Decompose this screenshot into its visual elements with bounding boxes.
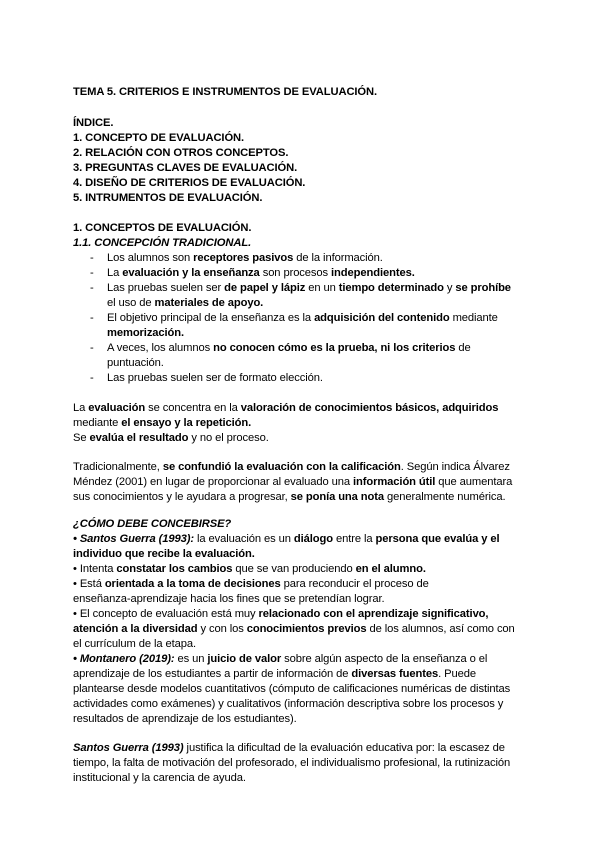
index-item: 4. DISEÑO DE CRITERIOS DE EVALUACIÓN.: [73, 177, 306, 189]
list-item: El objetivo principal de la enseñanza es la adquisición del contenido mediante: [107, 312, 498, 324]
section-heading: ¿CÓMO DEBE CONCEBIRSE?: [73, 518, 232, 530]
document-title: TEMA 5. CRITERIOS E INSTRUMENTOS DE EVALUACIÓN.: [73, 86, 378, 98]
paragraph-line: La evaluación se concentra en la valoración de conocimientos básicos, adquiridos: [73, 402, 499, 414]
list-item: Las pruebas suelen ser de papel y lápiz en un tiempo determinado y se prohíbe: [107, 282, 511, 294]
paragraph-line: Tradicionalmente, se confundió la evaluación con la calificación. Según indica Álvarez: [73, 461, 510, 473]
list-item: Los alumnos son receptores pasivos de la información.: [107, 252, 383, 264]
list-dash: -: [90, 267, 94, 279]
paragraph-line: resultados de aprendizaje de los estudiantes).: [73, 713, 297, 725]
list-item: Las pruebas suelen ser de formato elección.: [107, 372, 323, 384]
paragraph-line: • Intenta constatar los cambios que se van produciendo en el alumno.: [73, 563, 426, 575]
list-item-continuation: puntuación.: [107, 357, 164, 369]
list-item-continuation: el uso de materiales de apoyo.: [107, 297, 264, 309]
paragraph-line: enseñanza-aprendizaje hacia los fines que se pretendían lograr.: [73, 593, 385, 605]
list-dash: -: [90, 372, 94, 384]
paragraph-line: individuo que recibe la evaluación.: [73, 548, 255, 560]
list-dash: -: [90, 282, 94, 294]
list-item: La evaluación y la enseñanza son procesos independientes.: [107, 267, 415, 279]
list-dash: -: [90, 342, 94, 354]
paragraph-line: atención a la diversidad y con los conocimientos previos de los alumnos, así como con: [73, 623, 515, 635]
list-item-continuation: memorización.: [107, 327, 185, 339]
index-item: 5. INTRUMENTOS DE EVALUACIÓN.: [73, 192, 263, 204]
paragraph-line: mediante el ensayo y la repetición.: [73, 417, 252, 429]
index-item: 1. CONCEPTO DE EVALUACIÓN.: [73, 132, 245, 144]
paragraph-line: tiempo, la falta de motivación del profesorado, el individualismo profesional, la rutinización: [73, 757, 511, 769]
list-dash: -: [90, 252, 94, 264]
paragraph-line: plantearse desde modelos cuantitativos (cómputo de calificaciones numéricas de distintas: [73, 683, 511, 695]
paragraph-line: • Está orientada a la toma de decisiones para reconducir el proceso de: [73, 578, 429, 590]
paragraph-line: el currículum de la etapa.: [73, 638, 197, 650]
paragraph-line: institucional y la carencia de ayuda.: [73, 772, 246, 784]
paragraph-line: actividades como exámenes) y cualitativos (información descriptiva sobre los procesos y: [73, 698, 504, 710]
paragraph-line: Méndez (2001) en lugar de proporcionar al evaluado una información útil que aumentara: [73, 476, 513, 488]
paragraph-line: Se evalúa el resultado y no el proceso.: [73, 432, 269, 444]
paragraph-line: • Montanero (2019): es un juicio de valor sobre algún aspecto de la enseñanza o el: [73, 653, 488, 665]
paragraph-line: • Santos Guerra (1993): la evaluación es un diálogo entre la persona que evalúa y el: [73, 533, 500, 545]
index-item: 2. RELACIÓN CON OTROS CONCEPTOS.: [73, 147, 289, 159]
paragraph-line: • El concepto de evaluación está muy relacionado con el aprendizaje significativo,: [73, 608, 489, 620]
paragraph-line: sus conocimientos y le ayudara a progresar, se ponía una nota generalmente numérica.: [73, 491, 506, 503]
paragraph-line: Santos Guerra (1993) justifica la dificultad de la evaluación educativa por: la escasez de: [73, 742, 505, 754]
list-item: A veces, los alumnos no conocen cómo es la prueba, ni los criterios de: [107, 342, 471, 354]
index-item: 3. PREGUNTAS CLAVES DE EVALUACIÓN.: [73, 162, 298, 174]
index-heading: ÍNDICE.: [73, 117, 114, 129]
subsection-heading: 1.1. CONCEPCIÓN TRADICIONAL.: [73, 237, 252, 249]
list-dash: -: [90, 312, 94, 324]
paragraph-line: aprendizaje de los estudiantes a partir de información de diversas fuentes. Puede: [73, 668, 476, 680]
section-heading: 1. CONCEPTOS DE EVALUACIÓN.: [73, 222, 252, 234]
